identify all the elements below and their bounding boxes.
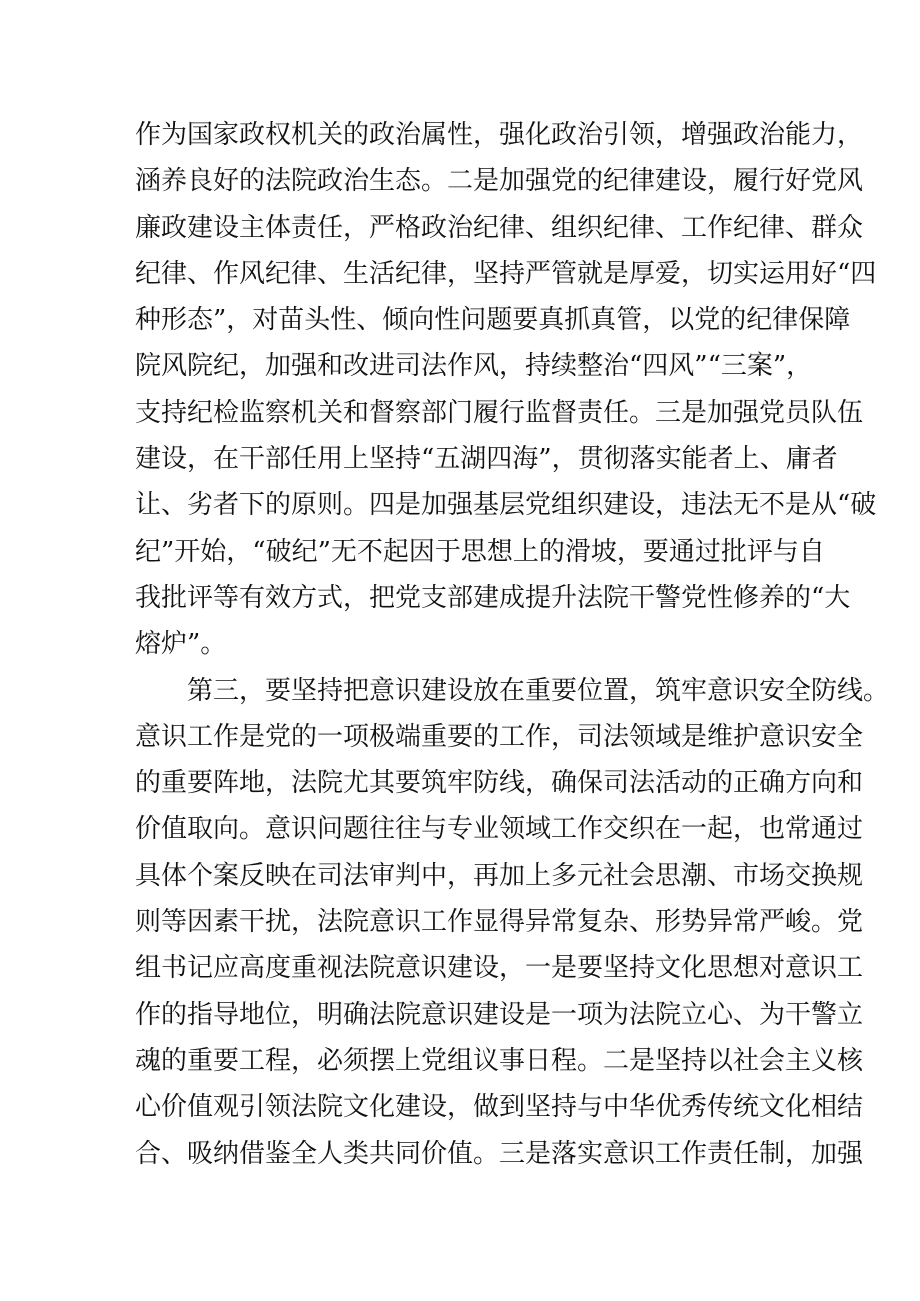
text-line: 让、劣者下的原则。四是加强基层党组织建设，违法无不是从“破 xyxy=(135,490,877,521)
text-line: 心价值观引领法院文化建设，做到坚持与中华优秀传统文化相结 xyxy=(135,1092,864,1123)
text-line: 纪律、作风纪律、生活纪律，坚持严管就是厚爱，切实运用好“四 xyxy=(135,258,877,289)
text-line: 涵养良好的法院政治生态。二是加强党的纪律建设，履行好党风 xyxy=(135,166,864,197)
text-line: 具体个案反映在司法审判中，再加上多元社会思潮、市场交换规 xyxy=(135,860,864,891)
text-line: 建设，在干部任用上坚持“五湖四海”，贯彻落实能者上、庸者 xyxy=(135,444,838,475)
text-line: 廉政建设主体责任，严格政治纪律、组织纪律、工作纪律、群众 xyxy=(135,212,864,243)
text-line: 价值取向。意识问题往往与专业领域工作交织在一起，也常通过 xyxy=(135,814,864,845)
text-line: 熔炉”。 xyxy=(135,629,227,660)
text-line: 魂的重要工程，必须摆上党组议事日程。二是坚持以社会主义核 xyxy=(135,1045,864,1076)
text-line: 作的指导地位，明确法院意识建设是一项为法院立心、为干警立 xyxy=(135,999,864,1030)
text-line: 支持纪检监察机关和督察部门履行监督责任。三是加强党员队伍 xyxy=(135,397,864,428)
paragraph-start-line: 第三，要坚持把意识建设放在重要位置，筑牢意识安全防线。 xyxy=(187,675,890,706)
text-line: 纪”开始，“破纪”无不起因于思想上的滑坡，要通过批评与自 xyxy=(135,536,825,567)
text-line: 则等因素干扰，法院意识工作显得异常复杂、形势异常严峻。党 xyxy=(135,907,864,938)
text-line: 院风院纪，加强和改进司法作风，持续整治“四风”“三案”， xyxy=(135,351,813,382)
text-line: 合、吸纳借鉴全人类共同价值。三是落实意识工作责任制，加强 xyxy=(135,1138,864,1169)
text-line: 作为国家政权机关的政治属性，强化政治引领，增强政治能力， xyxy=(135,120,864,150)
body-text xyxy=(135,112,890,1177)
text-line: 的重要阵地，法院尤其要筑牢防线，确保司法活动的正确方向和 xyxy=(135,768,864,799)
text-line: 组书记应高度重视法院意识建设，一是要坚持文化思想对意识工 xyxy=(135,953,864,984)
text-line: 意识工作是党的一项极端重要的工作，司法领域是维护意识安全 xyxy=(135,721,864,752)
text-line: 种形态”，对苗头性、倾向性问题要真抓真管，以党的纪律保障 xyxy=(135,305,851,336)
text-line: 我批评等有效方式，把党支部建成提升法院干警党性修养的“大 xyxy=(135,582,851,613)
